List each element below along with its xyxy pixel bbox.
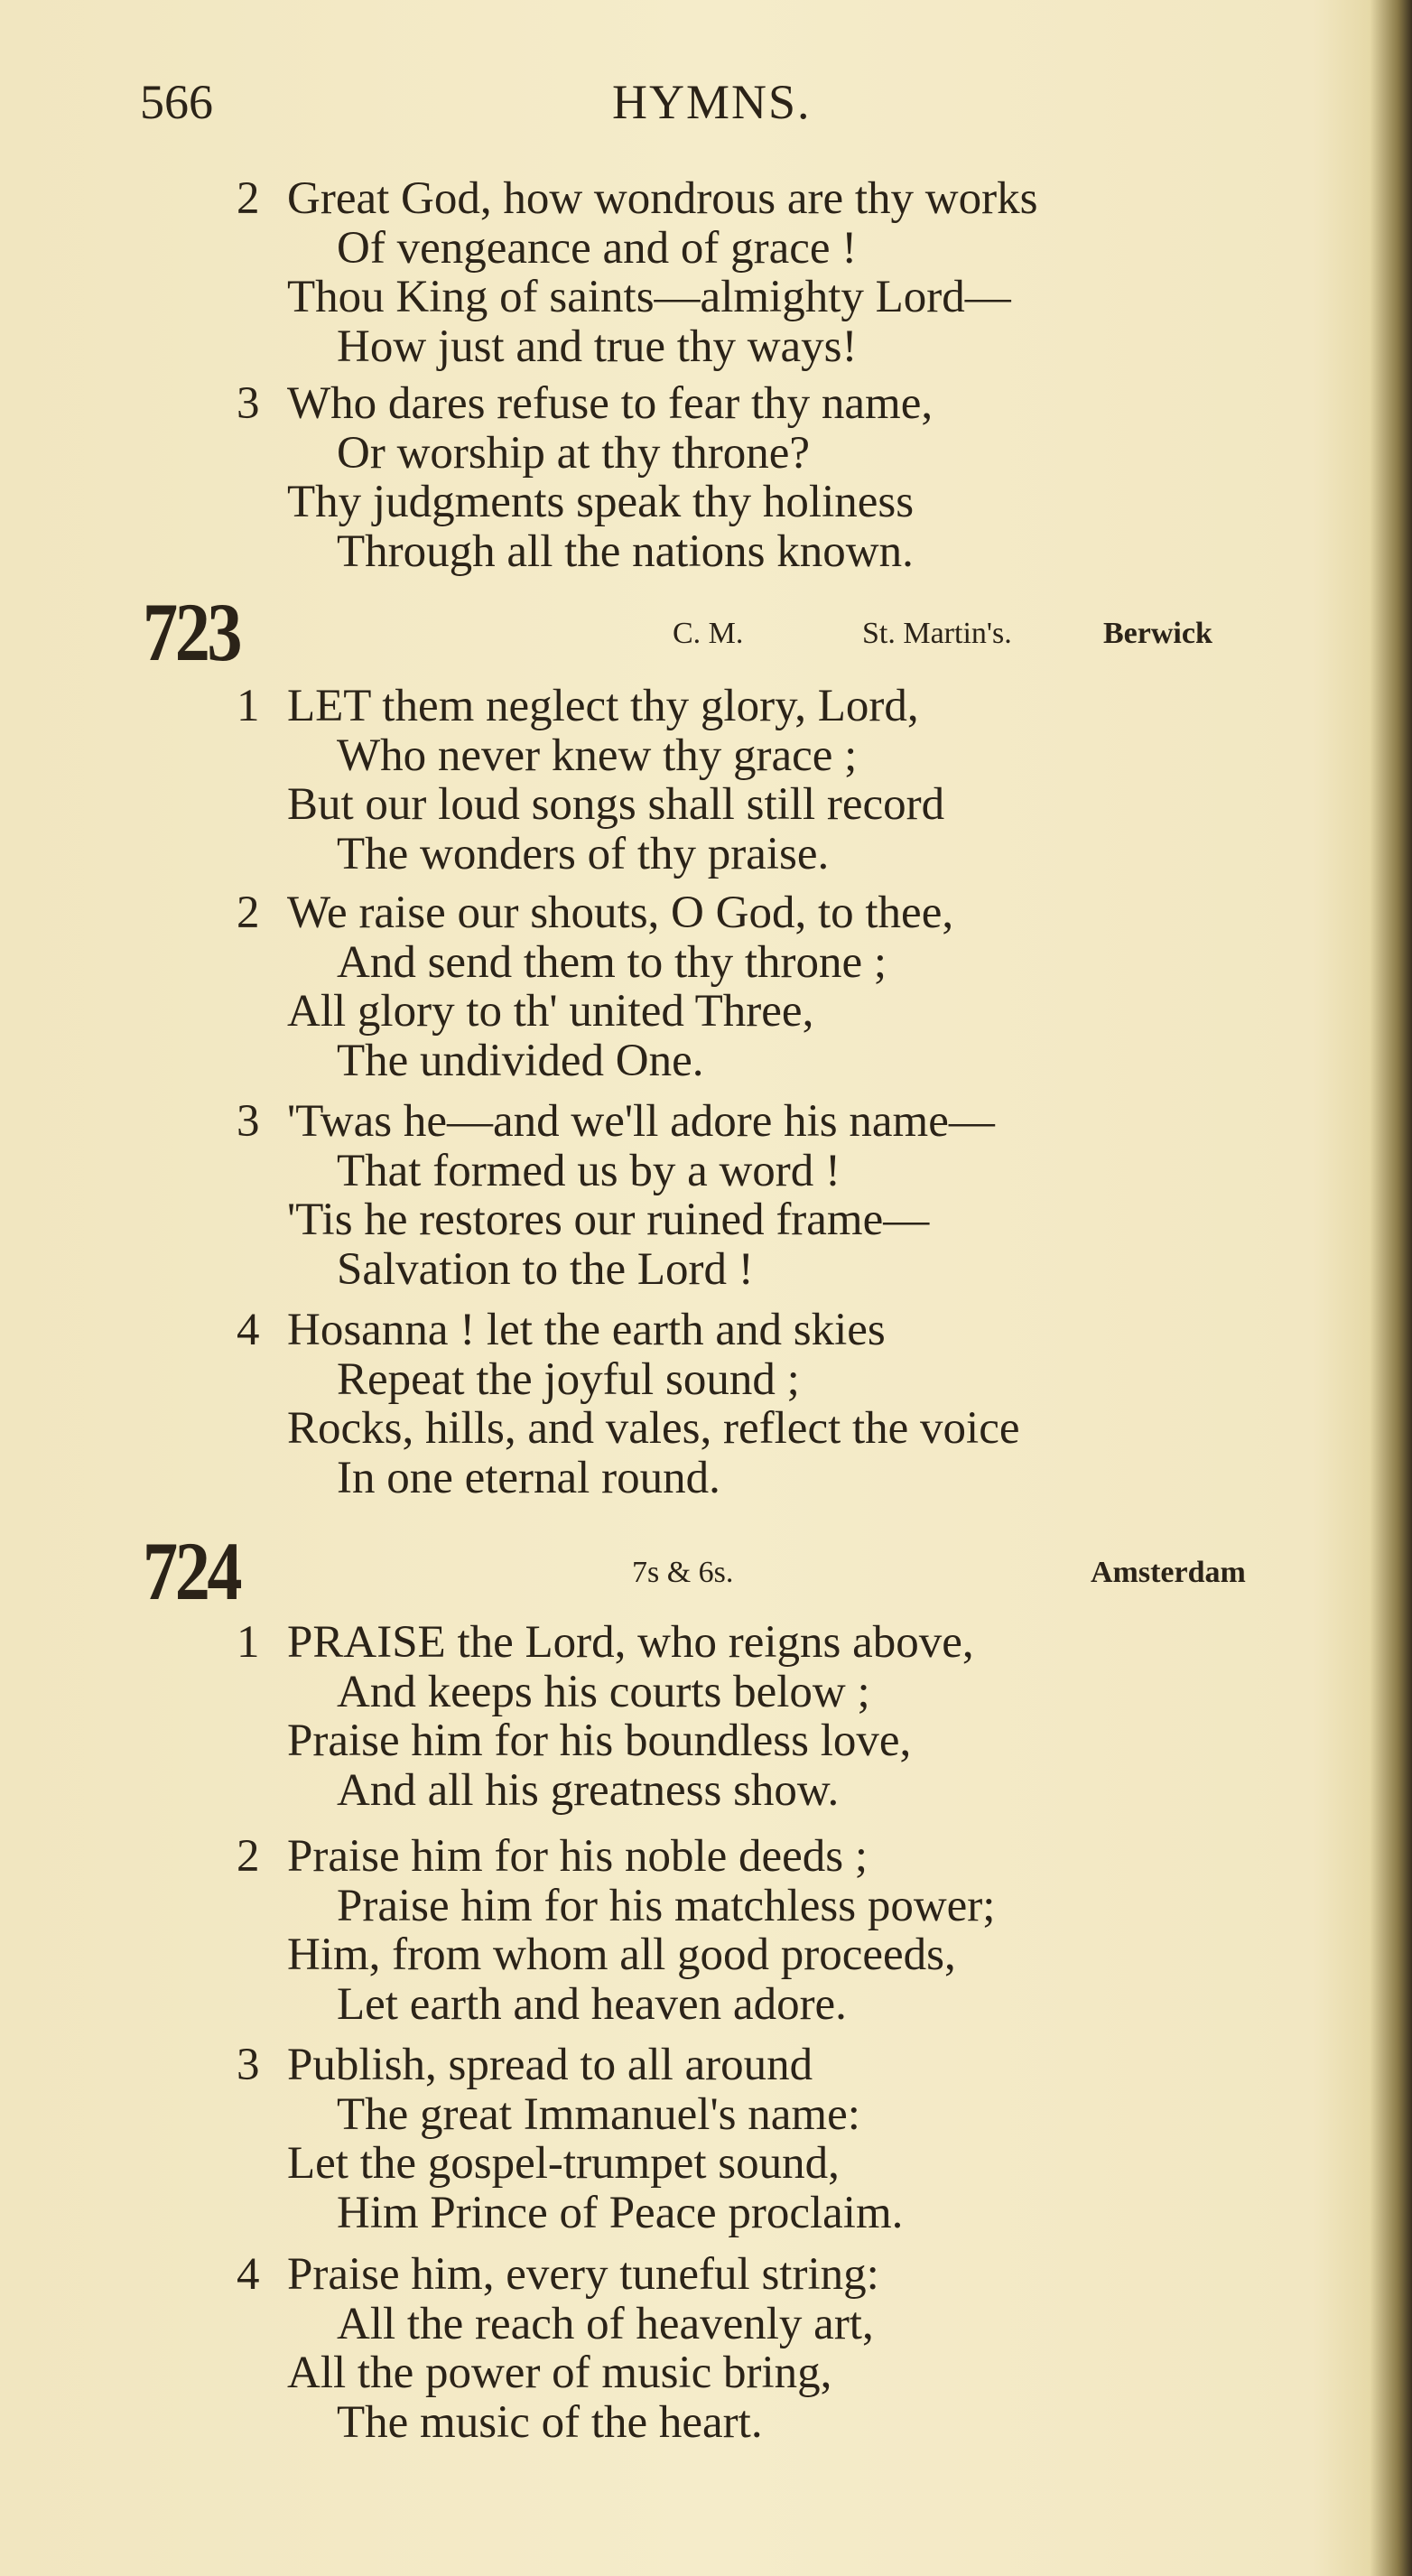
hymn-724-meter: 7s & 6s. — [632, 1556, 734, 1589]
page-number: 566 — [140, 75, 213, 129]
verse-line: And all his greatness show. — [337, 1764, 840, 1816]
verse-line: Let earth and heaven adore. — [337, 1978, 847, 2030]
hymn-number-724: 724 — [143, 1525, 240, 1617]
verse-line: 'Tis he restores our ruined frame— — [287, 1195, 930, 1245]
stanza-number: 3 — [237, 1096, 260, 1147]
stanza-number: 1 — [237, 681, 260, 731]
stanza-number: 2 — [237, 1831, 260, 1882]
verse-line: Repeat the joyful sound ; — [337, 1353, 800, 1405]
verse-line: All glory to th' united Three, — [287, 986, 814, 1037]
verse-line: Hosanna ! let the earth and skies — [287, 1305, 886, 1355]
stanza-number: 3 — [237, 378, 260, 429]
verse-line: All the power of music bring, — [287, 2348, 832, 2398]
stanza-number: 2 — [237, 888, 260, 938]
verse-line: Praise him for his noble deeds ; — [287, 1831, 869, 1882]
verse-line: Who dares refuse to fear thy name, — [287, 378, 934, 429]
verse-line: Through all the nations known. — [337, 525, 914, 577]
verse-line: Who never knew thy grace ; — [337, 730, 858, 781]
verse-line: Rocks, hills, and vales, reflect the voice — [287, 1403, 1020, 1454]
verse-line: Praise him for his boundless love, — [287, 1716, 912, 1766]
stanza-number: 4 — [237, 1305, 260, 1355]
verse-line: And send them to thy throne ; — [337, 936, 887, 988]
verse-line: That formed us by a word ! — [337, 1145, 841, 1196]
verse-line: The wonders of thy praise. — [337, 828, 830, 879]
verse-line: Him Prince of Peace proclaim. — [337, 2187, 904, 2238]
verse-line: We raise our shouts, O God, to thee, — [287, 888, 954, 938]
verse-line: Him, from whom all good proceeds, — [287, 1930, 956, 1980]
hymn-723-meter: C. M. — [673, 617, 744, 650]
hymn-724-tune-1: Amsterdam — [1091, 1556, 1246, 1589]
verse-line: Great God, how wondrous are thy works — [287, 173, 1038, 224]
verse-line: LET them neglect thy glory, Lord, — [287, 681, 919, 731]
verse-line: 'Twas he—and we'll adore his name— — [287, 1096, 995, 1147]
verse-line: In one eternal round. — [337, 1452, 720, 1503]
verse-line: Praise him, every tuneful string: — [287, 2249, 879, 2300]
verse-line: Let the gospel-trumpet sound, — [287, 2138, 840, 2189]
verse-line: Salvation to the Lord ! — [337, 1243, 754, 1295]
stanza-number: 3 — [237, 2040, 260, 2090]
verse-line: Thou King of saints—almighty Lord— — [287, 272, 1011, 322]
verse-line: Publish, spread to all around — [287, 2040, 813, 2090]
verse-line: But our loud songs shall still record — [287, 779, 945, 830]
hymn-723-tune-1: St. Martin's. — [862, 617, 1012, 650]
hymn-number-723: 723 — [143, 586, 240, 678]
verse-line: PRAISE the Lord, who reigns above, — [287, 1617, 974, 1668]
verse-line: All the reach of heavenly art, — [337, 2298, 874, 2349]
verse-line: Or worship at thy throne? — [337, 427, 811, 479]
stanza-number: 4 — [237, 2249, 260, 2300]
verse-line: Praise him for his matchless power; — [337, 1880, 996, 1931]
verse-line: The undivided One. — [337, 1035, 704, 1086]
verse-line: And keeps his courts below ; — [337, 1666, 870, 1717]
verse-line: Thy judgments speak thy holiness — [287, 477, 915, 527]
verse-line: The great Immanuel's name: — [337, 2088, 860, 2140]
hymn-723-tune-2: Berwick — [1103, 617, 1212, 650]
stanza-number: 2 — [237, 173, 260, 224]
stanza-number: 1 — [237, 1617, 260, 1668]
verse-line: How just and true thy ways! — [337, 321, 858, 372]
verse-line: Of vengeance and of grace ! — [337, 222, 858, 274]
running-title: HYMNS. — [612, 75, 812, 129]
verse-line: The music of the heart. — [337, 2396, 763, 2448]
